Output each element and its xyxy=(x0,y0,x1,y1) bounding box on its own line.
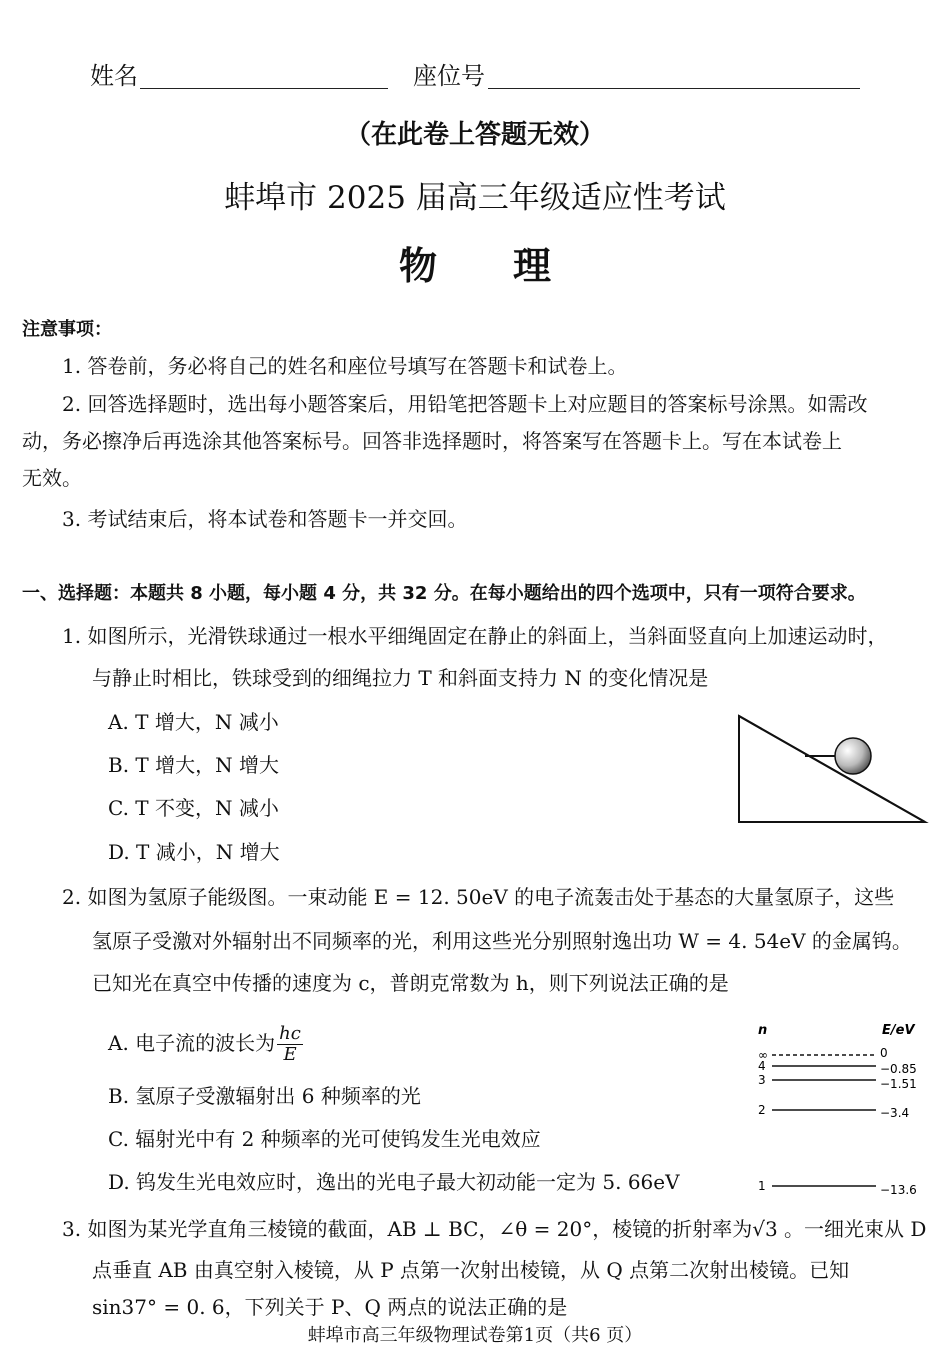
page-footer: 蚌埠市高三年级物理试卷第1页（共6 页） xyxy=(307,1325,643,1346)
name-blank-line xyxy=(140,88,388,89)
q1-stem-line-2: 与静止时相比，铁球受到的细绳拉力 T 和斜面支持力 N 的变化情况是 xyxy=(92,666,709,690)
section-1-title: 一、选择题：本题共 8 小题，每小题 4 分，共 32 分。在每小题给出的四个选项中，只有一项符合要求。 xyxy=(22,583,866,604)
energy-level-n: 3 xyxy=(758,1073,766,1087)
instruction-item-2-line-3: 无效。 xyxy=(22,466,82,490)
q2-stem-line-2: 氢原子受激对外辐射出不同频率的光，利用这些光分别照射逸出功 W = 4. 54eV 的金属钨。 xyxy=(92,929,912,953)
energy-level-n: ∞ xyxy=(758,1048,768,1062)
invalid-notice: （在此卷上答题无效） xyxy=(344,120,605,150)
q2-option-b: B. 氢原子受激辐射出 6 种频率的光 xyxy=(108,1084,421,1108)
hydrogen-energy-level-diagram xyxy=(750,1020,930,1200)
energy-level-value: 0 xyxy=(880,1046,888,1060)
energy-level-value: −1.51 xyxy=(880,1077,917,1091)
q3-stem-line-1: 3. 如图为某光学直角三棱镜的截面，AB ⊥ BC，∠θ = 20°，棱镜的折射率为√3 。一细光束从 D xyxy=(62,1217,927,1241)
q2-option-d: D. 钨发生光电效应时，逸出的光电子最大初动能一定为 5. 66eV xyxy=(108,1170,680,1194)
q1-stem-line-1: 1. 如图所示，光滑铁球通过一根水平细绳固定在静止的斜面上，当斜面竖直向上加速运动时， xyxy=(62,624,888,648)
subject-title: 物 理 xyxy=(398,244,551,288)
instruction-item-2-line-1: 2. 回答选择题时，选出每小题答案后，用铅笔把答题卡上对应题目的答案标号涂黑。如需改 xyxy=(62,392,868,416)
exam-title: 蚌埠市 2025 届高三年级适应性考试 xyxy=(224,180,726,216)
n-axis-label: n xyxy=(758,1023,768,1038)
q2-stem-line-1: 2. 如图为氢原子能级图。一束动能 E = 12. 50eV 的电子流轰击处于基态的大量氢原子，这些 xyxy=(62,885,895,909)
q2-stem-line-3: 已知光在真空中传播的速度为 c，普朗克常数为 h，则下列说法正确的是 xyxy=(92,971,729,995)
energy-level-n: 1 xyxy=(758,1179,766,1193)
q1-option-b: B. T 增大，N 增大 xyxy=(108,753,279,777)
instruction-item-2-line-2: 动，务必擦净后再选涂其他答案标号。回答非选择题时，将答案写在答题卡上。写在本试卷上 xyxy=(22,429,842,453)
instruction-item-1: 1. 答卷前，务必将自己的姓名和座位号填写在答题卡和试卷上。 xyxy=(62,354,628,378)
energy-level-n: 4 xyxy=(758,1059,766,1073)
energy-level-value: −13.6 xyxy=(880,1183,917,1197)
q1-option-a: A. T 增大，N 减小 xyxy=(108,710,279,734)
q2-option-a: A. 电子流的波长为 $\frac{hc}{E}$ xyxy=(108,1023,301,1065)
instructions-title: 注意事项： xyxy=(22,319,112,340)
name-label: 姓名 xyxy=(90,62,138,90)
seat-label: 座位号 xyxy=(413,62,485,90)
q1-option-d: D. T 减小，N 增大 xyxy=(108,840,280,864)
energy-level-n: 2 xyxy=(758,1103,766,1117)
q1-option-c: C. T 不变，N 减小 xyxy=(108,796,279,820)
seat-blank-line xyxy=(488,88,860,89)
energy-level-value: −3.4 xyxy=(880,1106,910,1120)
instruction-item-3: 3. 考试结束后，将本试卷和答题卡一并交回。 xyxy=(62,507,468,531)
energy-axis-label: E/eV xyxy=(882,1023,915,1038)
energy-level-value: −0.85 xyxy=(880,1062,917,1076)
q2-option-c: C. 辐射光中有 2 种频率的光可使钨发生光电效应 xyxy=(108,1127,541,1151)
iron-ball xyxy=(835,738,871,774)
q3-stem-line-3: sin37° = 0. 6，下列关于 P、Q 两点的说法正确的是 xyxy=(92,1295,568,1319)
wavelength-fraction: $\frac{hc}{E}$ xyxy=(279,1023,301,1065)
q3-stem-line-2: 点垂直 AB 由真空射入棱镜，从 P 点第一次射出棱镜，从 Q 点第二次射出棱镜。已知 xyxy=(92,1258,850,1282)
q1-incline-ball-figure xyxy=(735,710,935,830)
